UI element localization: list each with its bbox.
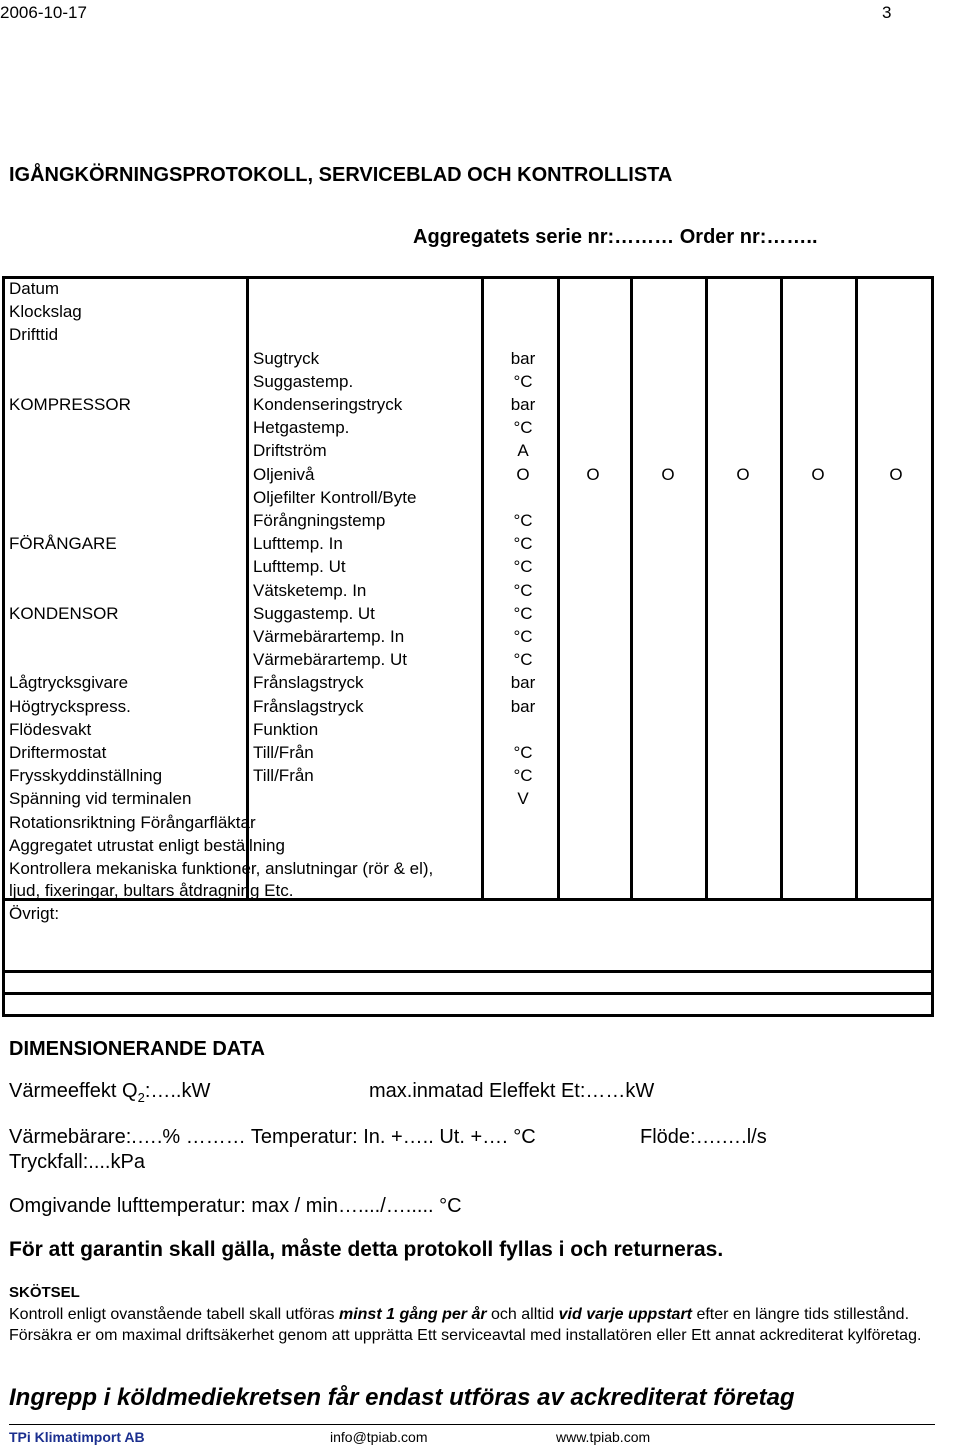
parameter-label: Oljefilter Kontroll/Byte bbox=[253, 488, 417, 507]
page-title: IGÅNGKÖRNINGSPROTOKOLL, SERVICEBLAD OCH KONTROLLISTA bbox=[9, 164, 673, 186]
unit-label: A bbox=[517, 441, 529, 460]
unit-label: bar bbox=[510, 673, 536, 692]
unit-label: °C bbox=[513, 650, 533, 669]
parameter-label: Värmebärartemp. Ut bbox=[253, 650, 407, 669]
care-emphasis-1: minst 1 gång per år bbox=[338, 1306, 487, 1323]
oil-level-mark: O bbox=[811, 465, 825, 484]
pressure-drop-field[interactable]: Tryckfall:....kPa bbox=[9, 1151, 145, 1173]
row-label: Klockslag bbox=[9, 302, 82, 321]
care-heading: SKÖTSEL bbox=[9, 1284, 80, 1301]
row-label: FÖRÅNGARE bbox=[9, 534, 117, 553]
heat-effect-suffix: :…..kW bbox=[144, 1080, 211, 1102]
unit-label: °C bbox=[513, 604, 533, 623]
table-hline bbox=[2, 992, 934, 995]
oil-level-mark: O bbox=[661, 465, 675, 484]
heat-effect-subscript: 2 bbox=[137, 1090, 145, 1105]
parameter-label: Kondenseringstryck bbox=[253, 395, 403, 414]
row-label: Rotationsriktning Förångarfläktar bbox=[9, 813, 256, 832]
row-label: ljud, fixeringar, bultars åtdragning Etc. bbox=[9, 881, 294, 900]
unit-label: °C bbox=[513, 418, 533, 437]
table-hline bbox=[2, 1014, 934, 1017]
header-page-number: 3 bbox=[882, 3, 892, 22]
protocol-form-table bbox=[2, 276, 934, 1017]
row-label: Högtryckspress. bbox=[9, 697, 131, 716]
unit-label: °C bbox=[513, 557, 533, 576]
parameter-label: Lufttemp. In bbox=[253, 534, 343, 553]
carrier-field[interactable]: Värmebärare:.….% ……… Temperatur: In. +….. Ut. +…. °C bbox=[9, 1126, 536, 1148]
unit-label: °C bbox=[513, 511, 533, 530]
parameter-label: Hetgastemp. bbox=[253, 418, 350, 437]
table-vline bbox=[705, 276, 708, 898]
table-vline bbox=[246, 276, 249, 898]
footer-divider bbox=[9, 1424, 935, 1425]
parameter-label: Sugtryck bbox=[253, 349, 320, 368]
table-vline bbox=[780, 276, 783, 898]
oil-level-mark: O bbox=[516, 465, 530, 484]
row-label: KOMPRESSOR bbox=[9, 395, 131, 414]
parameter-label: Till/Från bbox=[253, 766, 314, 785]
row-label: Datum bbox=[9, 279, 60, 298]
row-label: Övrigt: bbox=[9, 904, 60, 923]
table-hline bbox=[2, 276, 934, 279]
heat-effect-field[interactable] bbox=[9, 1080, 210, 1105]
table-vline bbox=[2, 276, 5, 1017]
unit-label: °C bbox=[513, 743, 533, 762]
row-label: Frysskyddinställning bbox=[9, 766, 163, 785]
care-text-2: och alltid bbox=[486, 1306, 559, 1323]
parameter-label: Suggastemp. bbox=[253, 372, 354, 391]
unit-label: °C bbox=[513, 627, 533, 646]
parameter-label: Oljenivå bbox=[253, 465, 315, 484]
header-date: 2006-10-17 bbox=[0, 3, 87, 22]
parameter-label: Värmebärartemp. In bbox=[253, 627, 405, 646]
flow-field[interactable]: Flöde:….….l/s bbox=[640, 1126, 767, 1148]
unit-label: bar bbox=[510, 697, 536, 716]
table-vline bbox=[481, 276, 484, 898]
row-label: Driftermostat bbox=[9, 743, 107, 762]
unit-label: °C bbox=[513, 766, 533, 785]
accreditation-notice: Ingrepp i köldmediekretsen får endast utföras av ackrediterat företag bbox=[9, 1384, 795, 1411]
care-text-1: Kontroll enligt ovanstående tabell skall utföras bbox=[9, 1306, 339, 1323]
unit-label: V bbox=[517, 789, 529, 808]
care-emphasis-2: vid varje uppstart bbox=[558, 1306, 692, 1323]
unit-label: °C bbox=[513, 372, 533, 391]
table-vline bbox=[855, 276, 858, 898]
max-power-field[interactable]: max.inmatad Eleffekt Et:……kW bbox=[369, 1080, 655, 1102]
table-vline bbox=[931, 276, 934, 1017]
parameter-label: Suggastemp. Ut bbox=[253, 604, 375, 623]
unit-label: °C bbox=[513, 534, 533, 553]
serial-order-line: Aggregatets serie nr:……… Order nr:…….. bbox=[413, 226, 818, 248]
footer-company: TPi Klimatimport AB bbox=[9, 1429, 145, 1445]
footer-email[interactable]: info@tpiab.com bbox=[330, 1429, 428, 1445]
row-label: Spänning vid terminalen bbox=[9, 789, 192, 808]
parameter-label: Funktion bbox=[253, 720, 319, 739]
table-vline bbox=[557, 276, 560, 898]
care-text-3: efter en längre tids stillestånd. Försäkra er om maximal driftsäkerhet genom att upprätta Ett serviceavtal med installatören eller Ett annat ackrediterat kylföretag. bbox=[9, 1306, 922, 1344]
table-vline bbox=[630, 276, 633, 898]
oil-level-mark: O bbox=[889, 465, 903, 484]
unit-label: bar bbox=[510, 349, 536, 368]
footer-website[interactable]: www.tpiab.com bbox=[556, 1429, 651, 1445]
row-label: Flödesvakt bbox=[9, 720, 92, 739]
oil-level-mark: O bbox=[586, 465, 600, 484]
parameter-label: Frånslagstryck bbox=[253, 697, 364, 716]
parameter-label: Frånslagstryck bbox=[253, 673, 364, 692]
heat-effect-prefix: Värmeeffekt Q bbox=[9, 1080, 138, 1102]
parameter-label: Förångningstemp bbox=[253, 511, 386, 530]
unit-label: °C bbox=[513, 581, 533, 600]
parameter-label: Driftström bbox=[253, 441, 327, 460]
warranty-notice: För att garantin skall gälla, måste detta protokoll fyllas i och returneras. bbox=[9, 1238, 724, 1261]
row-label: Aggregatet utrustat enligt beställning bbox=[9, 836, 285, 855]
care-paragraph bbox=[9, 1304, 960, 1346]
parameter-label: Lufttemp. Ut bbox=[253, 557, 346, 576]
table-hline bbox=[2, 970, 934, 973]
row-label: KONDENSOR bbox=[9, 604, 119, 623]
row-label: Kontrollera mekaniska funktioner, anslutningar (rör & el), bbox=[9, 859, 434, 878]
parameter-label: Vätsketemp. In bbox=[253, 581, 367, 600]
row-label: Drifttid bbox=[9, 325, 59, 344]
row-label: Lågtrycksgivare bbox=[9, 673, 129, 692]
unit-label: bar bbox=[510, 395, 536, 414]
ambient-temp-field[interactable]: Omgivande lufttemperatur: max / min…..../…..... °C bbox=[9, 1195, 462, 1217]
parameter-label: Till/Från bbox=[253, 743, 314, 762]
dimensions-heading: DIMENSIONERANDE DATA bbox=[9, 1038, 265, 1060]
oil-level-mark: O bbox=[736, 465, 750, 484]
